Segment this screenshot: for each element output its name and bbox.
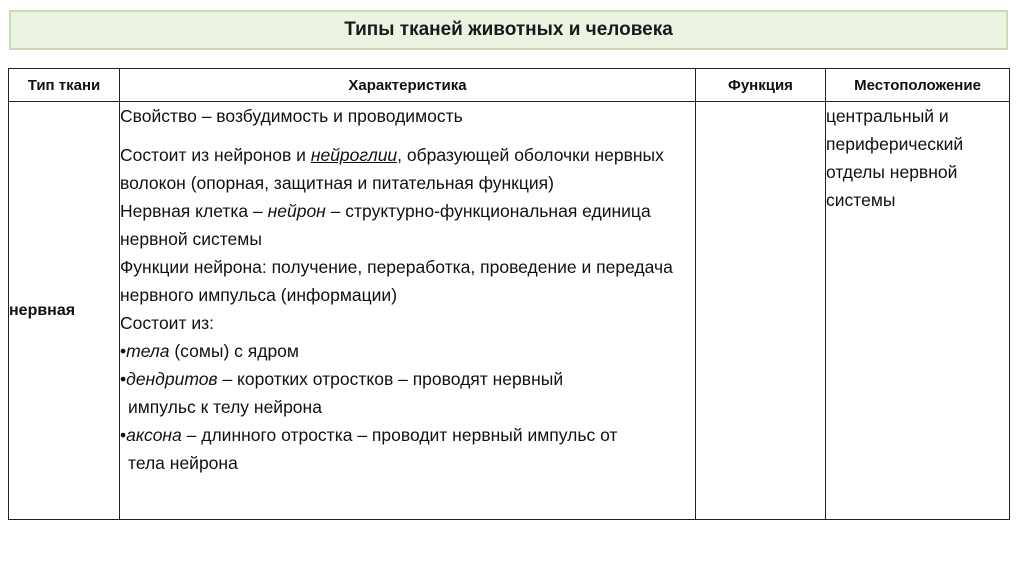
tissue-table — [8, 68, 1010, 520]
header-function: Функция — [696, 69, 826, 102]
table-header-row — [9, 69, 1010, 102]
composition-text: Состоит из нейронов и нейроглии, образующей оболочки нервных волокон (опорная, защитная и питательная функция) — [120, 145, 664, 193]
property-text: Свойство – возбудимость и проводимость — [120, 106, 463, 126]
header-characteristic: Характеристика — [120, 69, 696, 102]
list-item-continuation: тела нейрона — [128, 453, 238, 473]
list-item: •дендритов – коротких отростков – проводят нервный — [120, 369, 564, 389]
list-item-continuation: импульс к телу нейрона — [128, 397, 322, 417]
header-tissue-type: Тип ткани — [9, 69, 120, 102]
neuron-term: нейрон — [267, 201, 326, 221]
header-location: Местоположение — [826, 69, 1010, 102]
cell-tissue-type: нервная — [9, 102, 120, 520]
list-item: •аксона – длинного отростка – проводит нервный импульс от — [120, 425, 618, 445]
neuroglia-term: нейроглии — [310, 145, 398, 165]
neuron-functions-text: Функции нейрона: получение, переработка, проведение и передача нервного импульса (информации) — [120, 257, 673, 305]
list-item: •тела (сомы) с ядром — [120, 341, 299, 361]
cell-characteristic — [120, 102, 696, 520]
cell-location: центральный и периферический отделы нервной системы — [826, 102, 1010, 520]
slide-title: Типы тканей животных и человека — [9, 10, 1008, 50]
table-row — [9, 102, 1010, 520]
cell-function — [696, 102, 826, 520]
consists-of-text: Состоит из: — [120, 313, 214, 333]
neuron-definition-text: Нервная клетка – нейрон – структурно-функциональная единица нервной системы — [120, 201, 651, 249]
